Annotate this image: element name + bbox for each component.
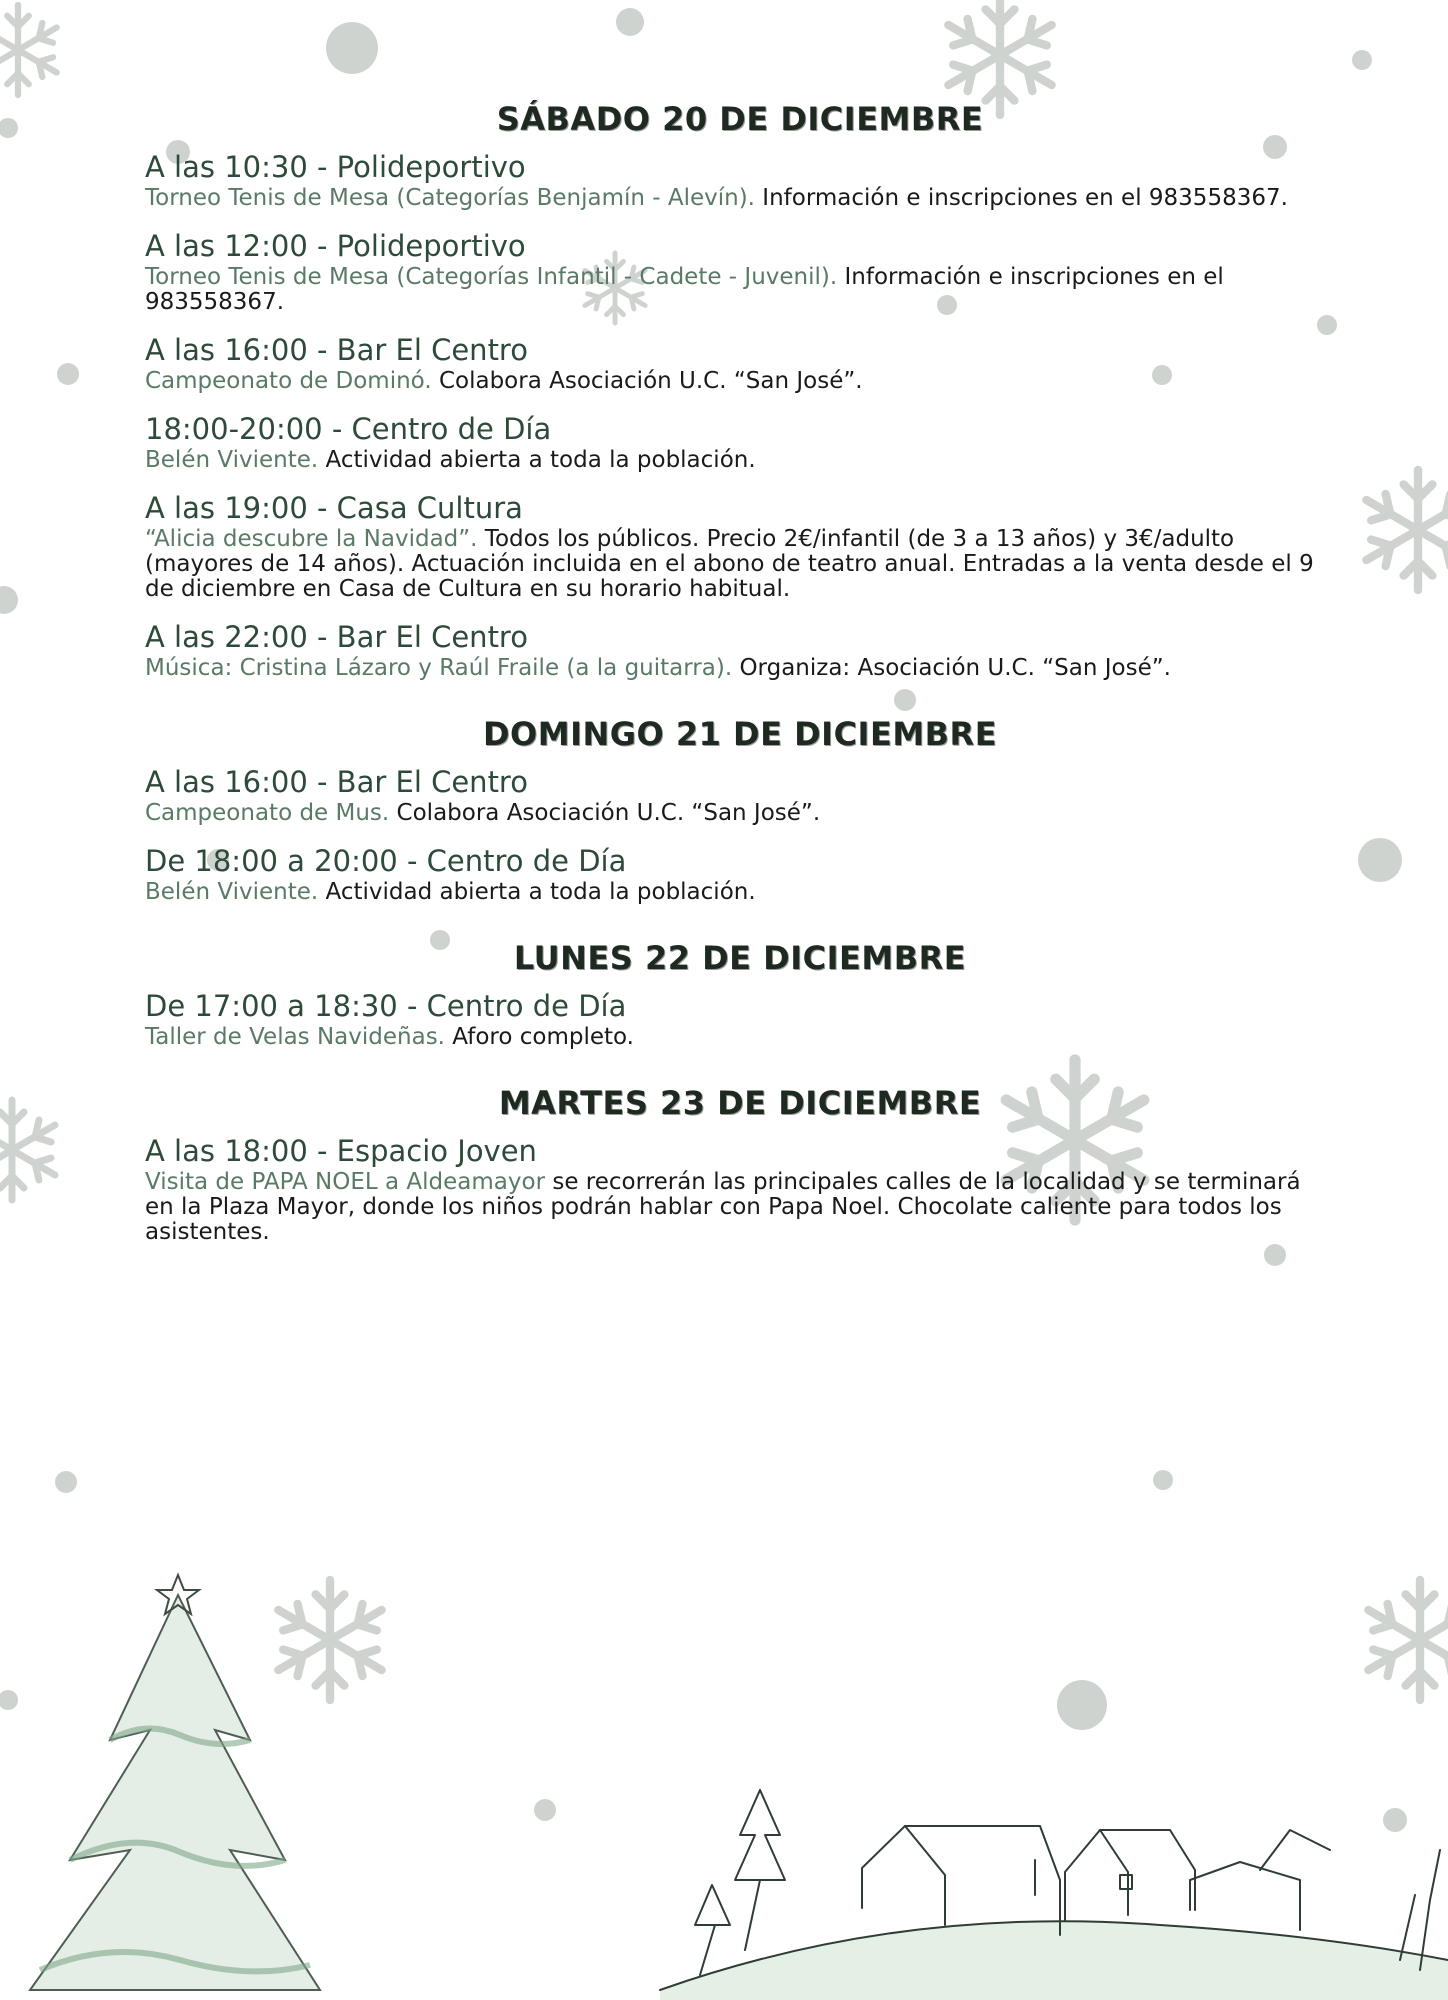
event-description bbox=[145, 801, 1335, 826]
day-section bbox=[145, 939, 1335, 1050]
event-title: Campeonato de Mus. bbox=[145, 800, 390, 826]
event-item bbox=[145, 620, 1335, 681]
event-details: Actividad abierta a toda la población. bbox=[318, 447, 756, 473]
event-details: Todos los públicos. Precio 2€/infantil (de 3 a 13 años) y 3€/adulto (mayores de 14 años). Actuación incluida en el abono de teatro anual. Entradas a la venta desde el 9 de diciembre en Casa de Cultura en su horario habitual. bbox=[145, 526, 1314, 602]
event-title: “Alicia descubre la Navidad”. bbox=[145, 526, 478, 552]
event-description bbox=[145, 186, 1335, 211]
event-title: Música: Cristina Lázaro y Raúl Fraile (a la guitarra). bbox=[145, 655, 733, 681]
event-time-location: 18:00-20:00 - Centro de Día bbox=[145, 412, 552, 446]
event-details: Actividad abierta a toda la población. bbox=[318, 879, 756, 905]
event-time-location: A las 16:00 - Bar El Centro bbox=[145, 333, 528, 367]
snowflake-icon bbox=[1366, 470, 1448, 590]
event-description bbox=[145, 527, 1335, 602]
event-item bbox=[145, 150, 1335, 211]
day-section bbox=[145, 1084, 1335, 1245]
event-details: Información e inscripciones en el 983558367. bbox=[145, 264, 1224, 315]
event-description bbox=[145, 448, 1335, 473]
christmas-tree-illustration bbox=[30, 1575, 320, 1990]
event-title: Campeonato de Dominó. bbox=[145, 368, 432, 394]
event-title: Torneo Tenis de Mesa (Categorías Infantil - Cadete - Juvenil). bbox=[145, 264, 838, 290]
event-item bbox=[145, 844, 1335, 905]
event-title: Torneo Tenis de Mesa (Categorías Benjamín - Alevín). bbox=[145, 185, 755, 211]
event-details: Información e inscripciones en el 983558367. bbox=[755, 185, 1288, 211]
event-title: Belén Viviente. bbox=[145, 447, 319, 473]
day-title: DOMINGO 21 DE DICIEMBRE bbox=[482, 715, 998, 753]
event-item bbox=[145, 333, 1335, 394]
event-time-location: De 17:00 a 18:30 - Centro de Día bbox=[145, 989, 627, 1023]
event-time-location: De 18:00 a 20:00 - Centro de Día bbox=[145, 844, 627, 878]
day-title: MARTES 23 DE DICIEMBRE bbox=[498, 1084, 982, 1122]
event-description bbox=[145, 265, 1335, 315]
event-details: Aforo completo. bbox=[445, 1024, 634, 1050]
event-item bbox=[145, 412, 1335, 473]
snowflake-icon bbox=[948, 0, 1051, 115]
event-details: Colabora Asociación U.C. “San José”. bbox=[431, 368, 863, 394]
day-section bbox=[145, 715, 1335, 905]
event-item bbox=[145, 229, 1335, 315]
event-details: Colabora Asociación U.C. “San José”. bbox=[389, 800, 821, 826]
snowflake-icon bbox=[0, 5, 57, 95]
event-title: Belén Viviente. bbox=[145, 879, 319, 905]
event-description bbox=[145, 1025, 1335, 1050]
event-time-location: A las 22:00 - Bar El Centro bbox=[145, 620, 528, 654]
event-time-location: A las 16:00 - Bar El Centro bbox=[145, 765, 528, 799]
event-time-location: A las 19:00 - Casa Cultura bbox=[145, 491, 523, 525]
village-illustration bbox=[660, 1790, 1448, 2000]
day-section bbox=[145, 100, 1335, 681]
event-item bbox=[145, 989, 1335, 1050]
event-description bbox=[145, 880, 1335, 905]
event-details: Organiza: Asociación U.C. “San José”. bbox=[732, 655, 1171, 681]
event-item bbox=[145, 1134, 1335, 1245]
program-content bbox=[145, 100, 1335, 1263]
event-time-location: A las 18:00 - Espacio Joven bbox=[145, 1134, 537, 1168]
snowflake-icon bbox=[0, 1100, 55, 1200]
event-details: se recorrerán las principales calles de la localidad y se terminará en la Plaza Mayor, donde los niños podrán hablar con Papa Noel. Chocolate caliente para todos los asistentes. bbox=[145, 1169, 1301, 1245]
event-description bbox=[145, 656, 1335, 681]
event-time-location: A las 12:00 - Polideportivo bbox=[145, 229, 526, 263]
day-title: LUNES 22 DE DICIEMBRE bbox=[513, 939, 967, 977]
event-item bbox=[145, 491, 1335, 602]
snowflake-icon bbox=[1368, 1580, 1448, 1700]
event-description bbox=[145, 369, 1335, 394]
event-description bbox=[145, 1170, 1335, 1245]
day-title: SÁBADO 20 DE DICIEMBRE bbox=[496, 100, 984, 138]
event-title: Taller de Velas Navideñas. bbox=[145, 1024, 445, 1050]
snowflake-icon bbox=[278, 1580, 381, 1700]
event-item bbox=[145, 765, 1335, 826]
event-title: Visita de PAPA NOEL a Aldeamayor bbox=[145, 1169, 546, 1195]
event-time-location: A las 10:30 - Polideportivo bbox=[145, 150, 526, 184]
